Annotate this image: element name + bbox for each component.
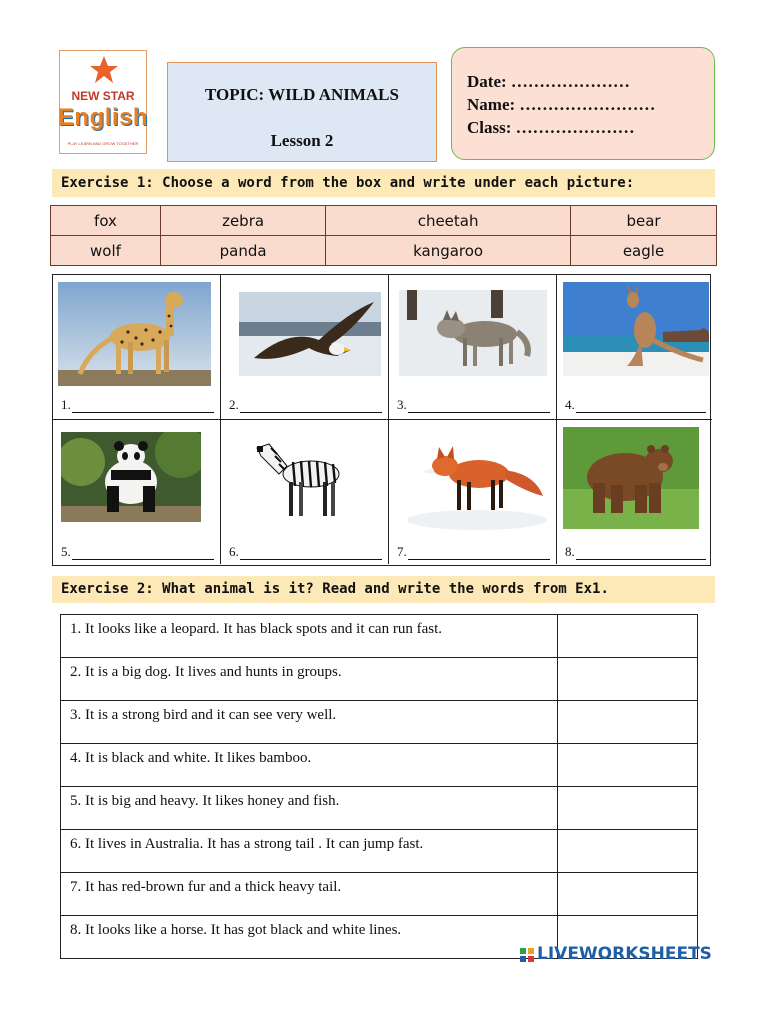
word-row [51, 236, 717, 266]
answer-cell[interactable] [558, 615, 698, 658]
picture-number: 6. [229, 544, 239, 559]
word-row [51, 206, 717, 236]
wolf-picture [399, 290, 547, 376]
picture-cell [557, 420, 712, 564]
picture-number: 8. [565, 544, 575, 559]
exercise2-table [60, 614, 698, 959]
picture-cell [53, 275, 221, 420]
sentence-cell: 6. It lives in Australia. It has a strong tail . It can jump fast. [61, 830, 558, 873]
picture-number: 2. [229, 397, 239, 412]
class-field[interactable]: Class: ………………… [467, 118, 635, 137]
name-field[interactable]: Name: …………………… [467, 95, 656, 114]
date-field[interactable]: Date: ………………… [467, 72, 630, 91]
liveworksheets-logo-icon [520, 947, 534, 961]
word-cell: cheetah [326, 206, 571, 236]
word-cell: kangaroo [326, 236, 571, 266]
picture-number: 3. [397, 397, 407, 412]
zebra-picture [251, 434, 351, 526]
sentence-cell: 8. It looks like a horse. It has got black and white lines. [61, 916, 558, 959]
topic-title: TOPIC: WILD ANIMALS [205, 85, 399, 104]
answer-line[interactable] [61, 544, 214, 560]
topic-box [167, 62, 437, 162]
exercise2-heading: Exercise 2: What animal is it? Read and write the words from Ex1. [52, 576, 715, 603]
answer-cell[interactable] [558, 744, 698, 787]
sentence-cell: 7. It has red-brown fur and a thick heavy tail. [61, 873, 558, 916]
picture-number: 4. [565, 397, 575, 412]
logo-tagline: PLAY LEARN AND GROW TOGETHER [67, 141, 139, 146]
table-row [61, 615, 698, 658]
word-cell: wolf [51, 236, 161, 266]
answer-line[interactable] [397, 397, 550, 413]
picture-cell [53, 420, 221, 564]
cheetah-picture [58, 282, 211, 386]
bear-picture [563, 427, 699, 529]
picture-number: 7. [397, 544, 407, 559]
answer-cell[interactable] [558, 658, 698, 701]
word-cell: eagle [571, 236, 717, 266]
word-cell: panda [160, 236, 325, 266]
table-row [61, 873, 698, 916]
sentence-cell: 1. It looks like a leopard. It has black spots and it can run fast. [61, 615, 558, 658]
watermark-text: LIVEWORKSHEETS [537, 944, 712, 964]
answer-cell[interactable] [558, 787, 698, 830]
table-row [61, 744, 698, 787]
picture-grid [52, 274, 711, 566]
table-row [61, 701, 698, 744]
word-box [50, 205, 717, 266]
fox-picture [397, 434, 547, 530]
liveworksheets-watermark [520, 944, 712, 964]
table-row [61, 830, 698, 873]
picture-cell [221, 275, 389, 420]
picture-number: 5. [61, 544, 71, 559]
answer-line[interactable] [229, 397, 382, 413]
panda-picture [61, 432, 201, 522]
table-row [61, 787, 698, 830]
answer-cell[interactable] [558, 873, 698, 916]
picture-cell [389, 420, 557, 564]
picture-cell [557, 275, 712, 420]
answer-line[interactable] [61, 397, 214, 413]
eagle-picture [239, 292, 381, 376]
answer-line[interactable] [565, 397, 706, 413]
answer-cell[interactable] [558, 701, 698, 744]
answer-cell[interactable] [558, 830, 698, 873]
sentence-cell: 2. It is a big dog. It lives and hunts in groups. [61, 658, 558, 701]
picture-cell [389, 275, 557, 420]
new-star-english-logo [59, 50, 147, 154]
logo-brand-top: NEW STAR [71, 89, 135, 103]
star-icon [89, 55, 119, 85]
answer-line[interactable] [397, 544, 550, 560]
word-cell: fox [51, 206, 161, 236]
exercise1-heading: Exercise 1: Choose a word from the box and write under each picture: [52, 169, 715, 197]
answer-line[interactable] [229, 544, 382, 560]
sentence-cell: 4. It is black and white. It likes bamboo. [61, 744, 558, 787]
lesson-label: Lesson 2 [270, 131, 334, 150]
sentence-cell: 3. It is a strong bird and it can see very well. [61, 701, 558, 744]
picture-number: 1. [61, 397, 71, 412]
word-cell: zebra [160, 206, 325, 236]
student-info-box [451, 47, 715, 160]
picture-cell [221, 420, 389, 564]
answer-line[interactable] [565, 544, 706, 560]
kangaroo-picture [563, 282, 709, 376]
logo-brand-main: English [57, 104, 149, 131]
table-row [61, 658, 698, 701]
word-cell: bear [571, 206, 717, 236]
sentence-cell: 5. It is big and heavy. It likes honey and fish. [61, 787, 558, 830]
